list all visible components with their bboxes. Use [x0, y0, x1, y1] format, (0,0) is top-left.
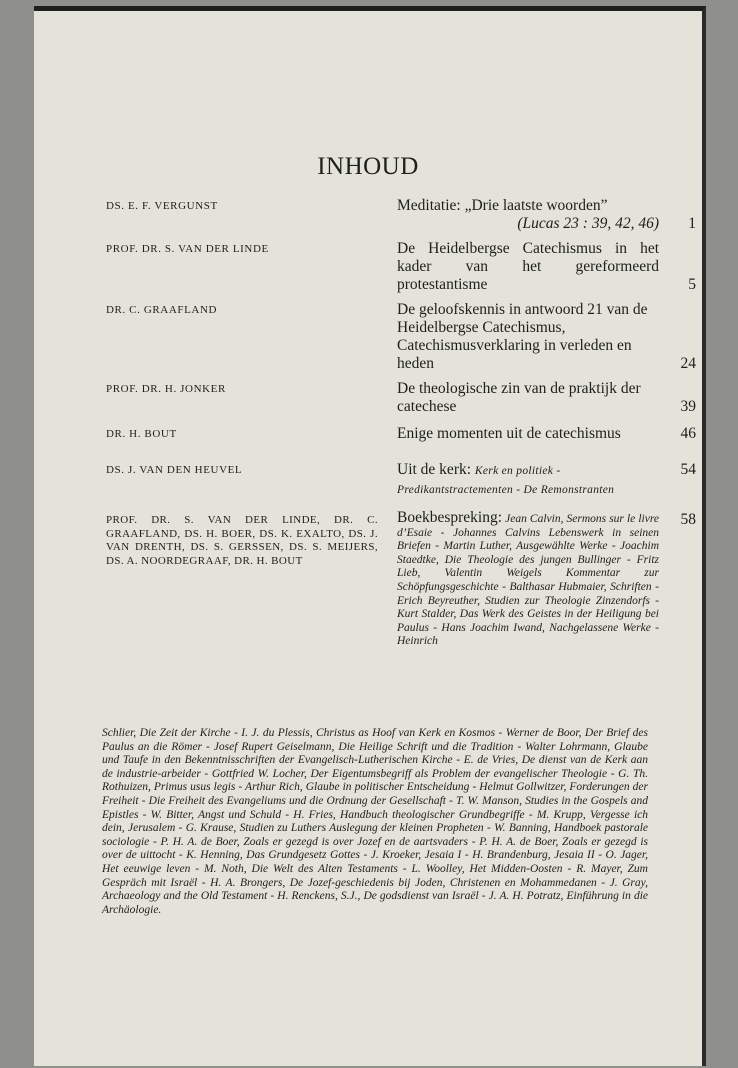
entry-title: De geloofskennis in antwoord 21 van de Heidelbergse Catechismus, Catechismusverklaring in verleden en heden: [397, 301, 648, 372]
review-heading: Boekbespreking:: [397, 509, 503, 526]
entry-page-number: 1: [688, 215, 696, 232]
entry-author: PROF. DR. H. JONKER: [106, 383, 226, 395]
entry-author: DS. E. F. VERGUNST: [106, 200, 218, 212]
entry-title: [397, 461, 659, 499]
review-books-text: Jean Calvin, Sermons sur le livre d’Esaie - Johannes Calvins Lebenswerk in seinen Briefen - Martin Luther, Ausgewählte Werke - Joachim Staedtke, Die Theologie des jungen Bullinger - Fritz Lieb, Valentin Weigels Kommentar zur Schöpfungsgeschichte - Balthasar Hubmaier, Schriften - Erich Beyreuther, Studien zur Theologie Zinzendorfs - Kurt Stalder, Das Werk des Geistes in der Heiligung bei Paulus - Hans Joachim Iwand, Nachgelassene Werke - Heinrich: [397, 513, 659, 648]
entry-title-text: Meditatie: „Drie laatste woorden”: [397, 197, 608, 214]
review-books-column: [397, 511, 659, 649]
entry-title: [397, 197, 659, 233]
entry-title-text: Uit de kerk:: [397, 461, 472, 478]
entry-page-number: 39: [680, 398, 696, 415]
entry-title: Enige momenten uit de catechismus: [397, 425, 621, 442]
review-authors: PROF. DR. S. VAN DER LINDE, DR. C. GRAAFLAND, DS. H. BOER, DS. K. EXALTO, DS. J. VAN DRENTH, DS. S. GERSSEN, DS. S. MEIJERS, DS. A. NOORDEGRAAF, DR. H. BOUT: [106, 514, 378, 567]
entry-author: DR. C. GRAAFLAND: [106, 304, 218, 316]
entry-page-number: 24: [680, 355, 696, 372]
entry-page-number: 5: [688, 276, 696, 293]
entry-author: DS. J. VAN DEN HEUVEL: [106, 464, 243, 476]
entry-author: DR. H. BOUT: [106, 428, 177, 440]
entry-page-number: 58: [680, 511, 696, 528]
entry-author: PROF. DR. S. VAN DER LINDE: [106, 243, 269, 255]
review-books-continued: Schlier, Die Zeit der Kirche - I. J. du Plessis, Christus as Hoof van Kerk en Kosmos - Werner de Boor, Der Brief des Paulus an die Römer - Josef Rupert Geiselmann, Die Heilige Schrift und die Tradition - Walter Lohrmann, Glaube und Taufe in den Bekenntnisschriften der Evangelisch-Lutherischen Kirche - E. de Vries, De dienst van de Kerk aan de industrie-arbeider - Gottfried W. Locher, Der Eigentumsbegriff als Problem der evangelischer Theologie - G. Th. Rothuizen, Primus usus legis - Arthur Rich, Glaube in politischer Entscheidung - Helmut Gollwitzer, Forderungen der Freiheit - Die Freiheit des Evangeliums und die Ordnung der Gesellschaft - T. W. Manson, Studies in the Gospels and Epistles - W. Bitter, Angst und Schuld - H. Fries, Handbuch theologischer Grundbegriffe - M. Krupp, Vergesse ich dein, Jerusalem - G. Krause, Studien zu Luthers Auslegung der kleinen Propheten - W. Banning, Handboek pastorale sociologie - P. H. A. de Boer, Zoals er gezegd is over Jozef en de aartsvaders - P. H. A. de Boer, Zoals er gezegd is over de uittocht - K. Henning, Das Grundgesetz Gottes - J. Kroeker, Jesaia I - H. Brandenburg, Jesaia II - O. Jager, Het eeuwige leven - M. Noth, Die Welt des Alten Testaments - L. Woolley, Het Midden-Oosten - R. Mayer, Zum Gespräch mit Israël - H. A. Brongers, De Jozef-geschiedenis bij Joden, Christenen en Mohammedanen - J. Gray, Archaeology and the Old Testament - H. Renckens, S.J., De godsdienst van Israël - J. A. H. Potratz, Einführung in die Archäologie.: [102, 727, 648, 916]
document-page: [34, 6, 706, 1066]
entry-title: De theologische zin van de praktijk der catechese: [397, 380, 641, 415]
entry-page-number: 46: [680, 425, 696, 442]
entry-title: De Heidelbergse Catechismus in het kader van het gereformeerd protestantisme: [397, 240, 659, 293]
entry-reference: (Lucas 23 : 39, 42, 46): [517, 215, 659, 232]
entry-page-number: 54: [680, 461, 696, 478]
entry-topics: Kerk en politiek - Predikantstractementen - De Remonstranten: [397, 465, 615, 496]
page-title: INHOUD: [317, 153, 419, 180]
